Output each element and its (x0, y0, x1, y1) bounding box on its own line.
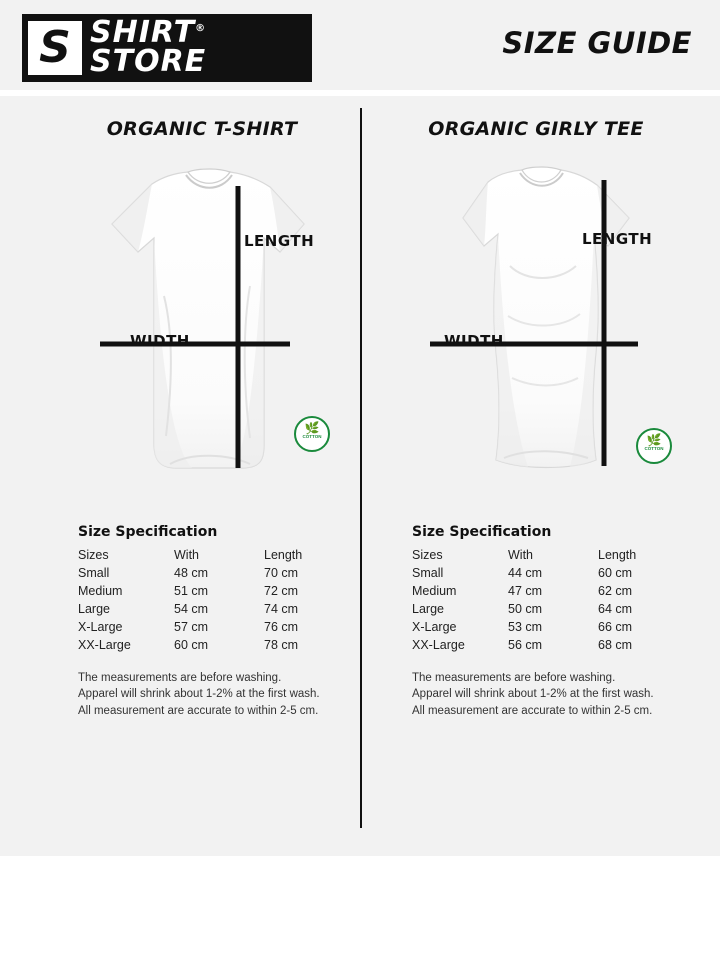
length-label: LENGTH (582, 230, 653, 248)
note-line: The measurements are before washing. (412, 672, 616, 684)
table-row (78, 584, 334, 602)
note-line: The measurements are before washing. (78, 672, 282, 684)
girly-tee-illustration-icon (386, 146, 686, 518)
cell-length: 74 cm (264, 602, 299, 616)
organic-cotton-badge-icon (636, 428, 672, 464)
cell-size: XX-Large (412, 638, 465, 652)
spec-heading: Size Specification (78, 524, 218, 540)
tshirt-diagram (52, 146, 352, 518)
spec-heading: Size Specification (412, 524, 552, 540)
table-row (78, 638, 334, 656)
column-title: ORGANIC T-SHIRT (106, 118, 298, 140)
spec-block (52, 524, 352, 719)
notes (78, 670, 352, 719)
size-table (78, 548, 334, 656)
leaf-icon: 🌿 (646, 433, 662, 447)
cell-length: 78 cm (264, 638, 299, 652)
cell-width: 60 cm (174, 638, 209, 652)
spec-block (386, 524, 686, 719)
table-row (412, 602, 668, 620)
col-header-length: Length (264, 548, 303, 562)
col-header-width: With (508, 548, 533, 562)
cell-width: 48 cm (174, 566, 209, 580)
organic-cotton-badge-icon (294, 416, 330, 452)
cell-size: XX-Large (78, 638, 131, 652)
cell-length: 60 cm (598, 566, 633, 580)
page-title: SIZE GUIDE (502, 26, 692, 60)
col-header-length: Length (598, 548, 637, 562)
cell-length: 62 cm (598, 584, 633, 598)
table-row (412, 620, 668, 638)
logo-line-2: STORE (90, 44, 207, 79)
col-header-sizes: Sizes (78, 548, 109, 562)
cell-width: 44 cm (508, 566, 543, 580)
tshirt-illustration-icon (52, 146, 352, 518)
girly-tee-diagram (386, 146, 686, 518)
cell-width: 47 cm (508, 584, 543, 598)
eco-badge-bottom: COTTON (644, 446, 664, 451)
leaf-icon: 🌿 (304, 421, 320, 435)
table-header-row (78, 548, 334, 566)
cell-length: 68 cm (598, 638, 633, 652)
logo-line-1 (90, 15, 207, 51)
brand-logo (22, 14, 312, 82)
table-row (412, 638, 668, 656)
size-table (412, 548, 668, 656)
logo-mark-icon (28, 21, 82, 75)
note-line: Apparel will shrink about 1-2% at the first wash. (412, 688, 654, 701)
col-header-width: With (174, 548, 199, 562)
cell-length: 72 cm (264, 584, 299, 598)
cell-width: 51 cm (174, 584, 209, 598)
column-organic-tshirt (52, 118, 352, 719)
length-label: LENGTH (244, 232, 315, 250)
logo-line-1-text: SHIRT (90, 15, 196, 51)
table-row (412, 584, 668, 602)
cell-size: Small (412, 566, 444, 580)
cell-length: 76 cm (264, 620, 299, 634)
cell-width: 57 cm (174, 620, 209, 634)
table-row (78, 566, 334, 584)
cell-width: 50 cm (508, 602, 543, 616)
width-label: WIDTH (444, 332, 504, 350)
column-divider (360, 108, 362, 828)
header (0, 0, 720, 90)
cell-length: 70 cm (264, 566, 299, 580)
cell-size: Large (78, 602, 110, 616)
note-line: All measurement are accurate to within 2-5 cm. (78, 704, 319, 717)
cell-size: Medium (412, 584, 457, 598)
cell-size: X-Large (412, 620, 457, 634)
cell-length: 64 cm (598, 602, 633, 616)
table-row (412, 566, 668, 584)
col-header-sizes: Sizes (412, 548, 443, 562)
logo-registered-mark: ® (195, 23, 207, 35)
cell-width: 53 cm (508, 620, 543, 634)
eco-badge-bottom: COTTON (302, 434, 322, 439)
cell-size: X-Large (78, 620, 123, 634)
cell-size: Large (412, 602, 444, 616)
cell-length: 66 cm (598, 620, 633, 634)
column-title: ORGANIC GIRLY TEE (428, 118, 644, 140)
table-row (78, 602, 334, 620)
cell-size: Medium (78, 584, 123, 598)
cell-width: 56 cm (508, 638, 543, 652)
table-row (78, 620, 334, 638)
column-organic-girly-tee (386, 118, 686, 719)
note-line: All measurement are accurate to within 2-5 cm. (412, 704, 653, 717)
cell-size: Small (78, 566, 110, 580)
note-line: Apparel will shrink about 1-2% at the first wash. (78, 688, 320, 701)
logo-wordmark (90, 15, 207, 79)
notes (412, 670, 686, 719)
table-header-row (412, 548, 668, 566)
logo-mark-letter: S (39, 22, 71, 73)
cell-width: 54 cm (174, 602, 209, 616)
width-label: WIDTH (130, 332, 190, 350)
